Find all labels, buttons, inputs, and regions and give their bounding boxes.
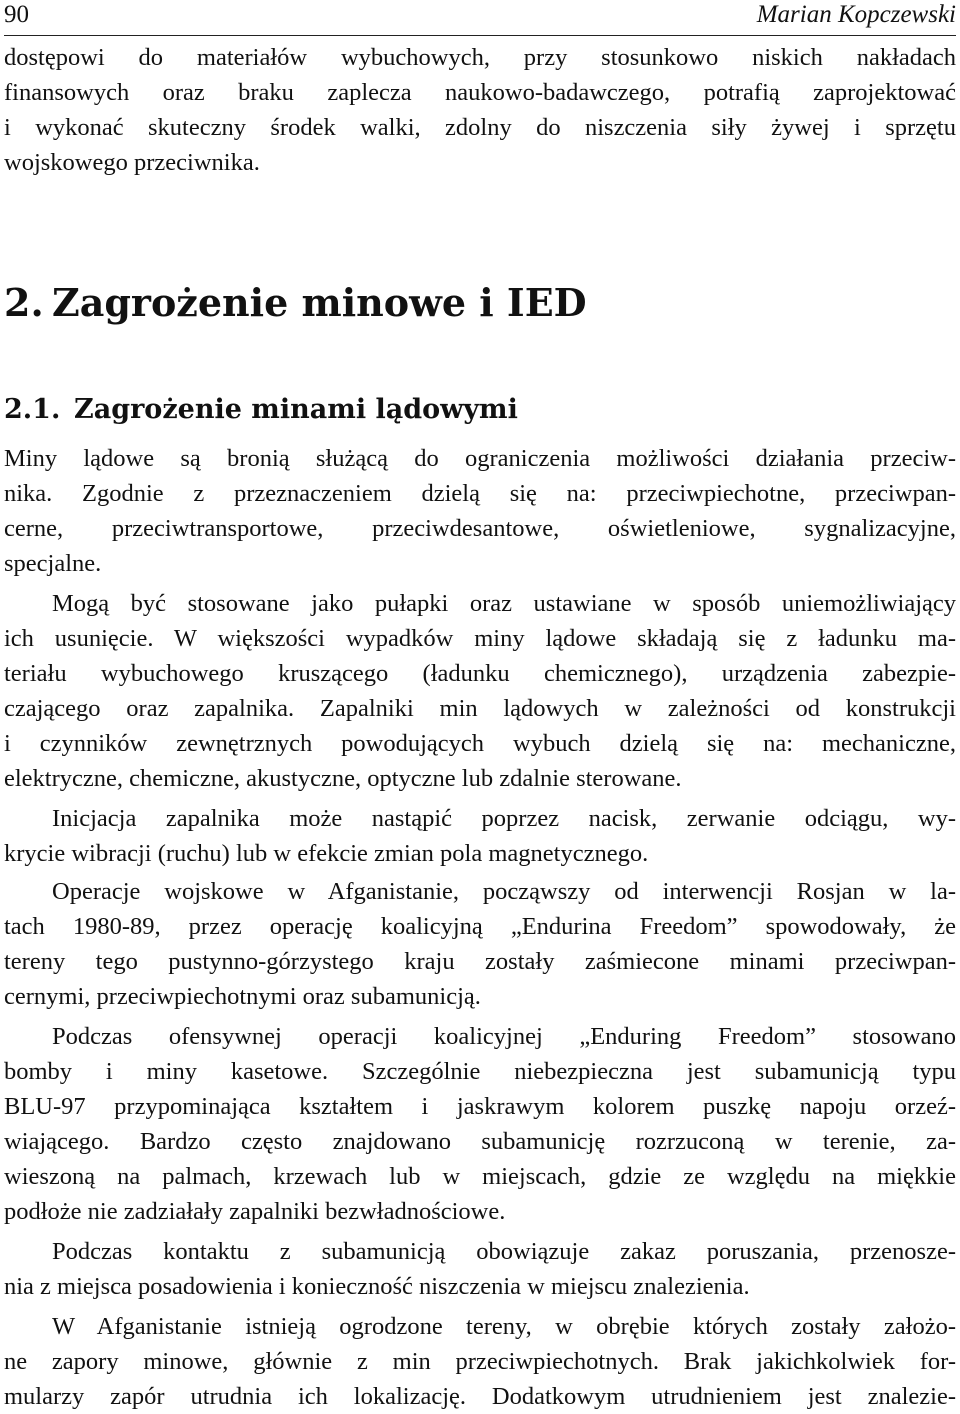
subsection-heading — [4, 392, 518, 428]
text-line: podłoże nie zadziałały zapalniki bezwładnościowe. — [4, 1198, 506, 1225]
text-line: bomby i miny kasetowe. Szczególnie niebezpieczna jest subamunicją typu — [4, 1058, 956, 1085]
page-number: 90 — [4, 1, 29, 28]
text-line: wiającego. Bardzo często znajdowano subamunicję rozrzuconą w terenie, za- — [4, 1128, 956, 1155]
text-line: Miny lądowe są bronią służącą do ograniczenia możliwości działania przeciw- — [4, 445, 956, 472]
text-line: elektryczne, chemiczne, akustyczne, optyczne lub zdalnie sterowane. — [4, 765, 682, 792]
running-head: Marian Kopczewski — [756, 1, 956, 28]
text-line: i czynników zewnętrznych powodujących wybuch dzielą się na: mechaniczne, — [4, 730, 956, 757]
text-line: wieszoną na palmach, krzewach lub w miejscach, gdzie ze względu na miękkie — [4, 1163, 956, 1190]
text-line: wojskowego przeciwnika. — [4, 149, 260, 176]
text-line: Podczas ofensywnej operacji koalicyjnej „Enduring Freedom” stosowano — [52, 1023, 956, 1050]
text-line: nika. Zgodnie z przeznaczeniem dzielą się na: przeciwpiechotne, przeciwpan- — [4, 480, 956, 507]
text-line: Operacje wojskowe w Afganistanie, począwszy od interwencji Rosjan w la- — [52, 878, 956, 905]
text-line: specjalne. — [4, 550, 102, 577]
text-line: tach 1980-89, przez operację koalicyjną „Endurina Freedom” spowodowały, że — [4, 913, 956, 940]
subsection-number: 2.1. — [4, 394, 61, 425]
text-line: cerne, przeciwtransportowe, przeciwdesantowe, oświetleniowe, sygnalizacyjne, — [4, 515, 956, 542]
text-line: czającego oraz zapalnika. Zapalniki min lądowych w zależności od konstrukcji — [4, 695, 956, 722]
text-line: teriału wybuchowego kruszącego (ładunku chemicznego), urządzenia zabezpie- — [4, 660, 956, 687]
text-line: W Afganistanie istnieją ogrodzone tereny, w obrębie których zostały założo- — [52, 1313, 956, 1340]
text-line: ne zapory minowe, głównie z min przeciwpiechotnych. Brak jakichkolwiek for- — [4, 1348, 956, 1375]
section-number: 2. — [4, 280, 44, 325]
text-line: finansowych oraz braku zaplecza naukowo-badawczego, potrafią zaprojektować — [4, 79, 956, 106]
text-line: dostępowi do materiałów wybuchowych, przy stosunkowo niskich nakładach — [4, 44, 956, 71]
text-line: nia z miejsca posadowienia i konieczność niszczenia w miejscu znalezienia. — [4, 1273, 750, 1300]
text-line: krycie wibracji (ruchu) lub w efekcie zmian pola magnetycznego. — [4, 840, 649, 867]
section-heading — [4, 280, 587, 326]
text-line: ich usunięcie. W większości wypadków miny lądowe składają się z ładunku ma- — [4, 625, 956, 652]
text-line: Podczas kontaktu z subamunicją obowiązuje zakaz poruszania, przenosze- — [52, 1238, 956, 1265]
text-line: tereny tego pustynno-górzystego kraju zostały zaśmiecone minami przeciwpan- — [4, 948, 956, 975]
text-line: Inicjacja zapalnika może nastąpić poprzez nacisk, zerwanie odciągu, wy- — [52, 805, 956, 832]
text-line: BLU-97 przypominająca kształtem i jaskrawym kolorem puszkę napoju orzeź- — [4, 1093, 956, 1120]
section-title: Zagrożenie minowe i IED — [52, 280, 587, 325]
text-line: i wykonać skuteczny środek walki, zdolny do niszczenia siły żywej i sprzętu — [4, 114, 956, 141]
page-header — [4, 0, 956, 33]
text-line: cernymi, przeciwpiechotnymi oraz subamunicją. — [4, 983, 481, 1010]
text-line: Mogą być stosowane jako pułapki oraz ustawiane w sposób uniemożliwiający — [52, 590, 956, 617]
text-line: mularzy zapór utrudnia ich lokalizację. Dodatkowym utrudnieniem jest znalezie- — [4, 1383, 956, 1410]
subsection-title: Zagrożenie minami lądowymi — [74, 394, 518, 425]
header-rule — [4, 35, 956, 36]
